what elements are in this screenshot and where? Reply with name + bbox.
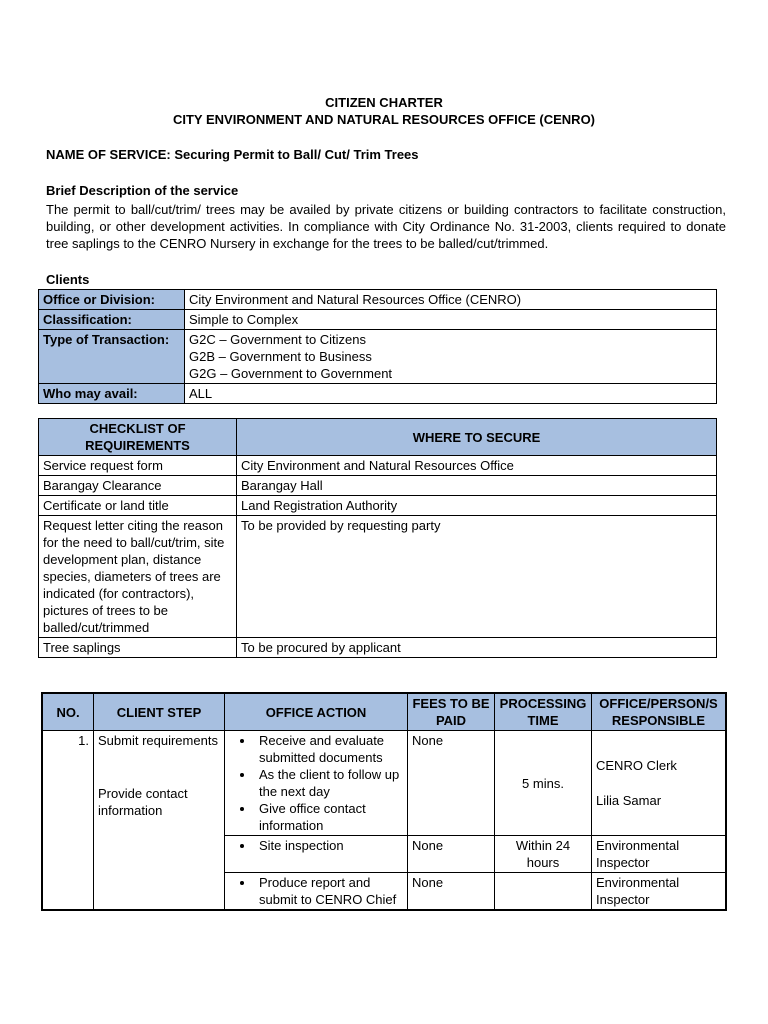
processing-time-header: PROCESSING TIME <box>495 693 592 731</box>
requirement-cell: Tree saplings <box>39 638 237 658</box>
fee-cell: None <box>408 873 495 911</box>
responsible-header: OFFICE/PERSON/S RESPONSIBLE <box>592 693 727 731</box>
step-number: 1. <box>42 731 94 911</box>
table-header-row <box>39 419 717 456</box>
responsible-clerk: CENRO Clerk <box>596 758 677 773</box>
no-header: NO. <box>42 693 94 731</box>
transaction-g2b: G2B – Government to Business <box>189 349 372 364</box>
responsible-cell: Environmental Inspector <box>592 836 727 873</box>
client-step-contact: Provide contact information <box>98 786 188 818</box>
client-step-cell <box>94 731 225 911</box>
fee-cell: None <box>408 731 495 836</box>
service-name: NAME OF SERVICE: Securing Permit to Ball/ Cut/ Trim Trees <box>46 147 419 162</box>
office-action-item: • Receive and evaluate submitted documents <box>255 732 403 766</box>
brief-description-title: Brief Description of the service <box>46 183 239 198</box>
office-action-item: • Produce report and submit to CENRO Chief <box>255 874 403 908</box>
classification-value: Simple to Complex <box>185 310 717 330</box>
checklist-table <box>38 418 717 658</box>
processing-time-cell: Within 24 hours <box>495 836 592 873</box>
table-row <box>42 731 726 836</box>
requirement-cell: Service request form <box>39 456 237 476</box>
office-action-item: • Give office contact information <box>255 800 403 834</box>
charter-title: CITIZEN CHARTER <box>325 95 443 110</box>
fees-header: FEES TO BE PAID <box>408 693 495 731</box>
clients-title: Clients <box>46 272 90 287</box>
responsible-person: Lilia Samar <box>596 793 662 808</box>
transaction-g2g: G2G – Government to Government <box>189 366 393 381</box>
responsible-cell: Environmental Inspector <box>592 873 727 911</box>
requirement-cell: Request letter citing the reason for the need to ball/cut/trim, site development plan, distance species, diameters of trees are indicated (for contractors), pictures of trees to be balled/cut/trimmed <box>39 516 237 638</box>
document-header <box>0 94 768 128</box>
table-row <box>39 330 717 384</box>
responsible-cell <box>592 731 727 836</box>
office-action-item: • As the client to follow up the next day <box>255 766 403 800</box>
table-row <box>39 290 717 310</box>
table-row <box>39 516 717 638</box>
office-title: CITY ENVIRONMENT AND NATURAL RESOURCES OFFICE (CENRO) <box>172 112 596 127</box>
office-division-label: Office or Division: <box>39 290 185 310</box>
who-may-avail-value: ALL <box>185 384 717 404</box>
where-to-secure-header: WHERE TO SECURE <box>237 419 717 456</box>
clients-table <box>38 289 717 404</box>
processing-time-cell <box>495 873 592 911</box>
source-cell: Barangay Hall <box>237 476 717 496</box>
table-row <box>39 456 717 476</box>
requirement-cell: Barangay Clearance <box>39 476 237 496</box>
source-cell: City Environment and Natural Resources Office <box>237 456 717 476</box>
checklist-header: CHECKLIST OF REQUIREMENTS <box>39 419 237 456</box>
transaction-type-label: Type of Transaction: <box>39 330 185 384</box>
classification-label: Classification: <box>39 310 185 330</box>
source-cell: To be procured by applicant <box>237 638 717 658</box>
source-cell: Land Registration Authority <box>237 496 717 516</box>
office-action-header: OFFICE ACTION <box>225 693 408 731</box>
source-cell: To be provided by requesting party <box>237 516 717 638</box>
office-action-cell <box>225 731 408 836</box>
who-may-avail-label: Who may avail: <box>39 384 185 404</box>
table-row <box>39 476 717 496</box>
table-row <box>39 384 717 404</box>
brief-description-text: The permit to ball/cut/trim/ trees may be availed by private citizens or building contractors to facilitate construction, building, or other development activities. In compliance with City Ordinance No. 31-2003, clients required to donate tree saplings to the CENRO Nursery in exchange for the trees to be balled/cut/trimmed. <box>46 202 726 251</box>
office-action-cell <box>225 873 408 911</box>
client-step-header: CLIENT STEP <box>94 693 225 731</box>
processing-time-cell: 5 mins. <box>495 731 592 836</box>
transaction-g2c: G2C – Government to Citizens <box>189 332 367 347</box>
requirement-cell: Certificate or land title <box>39 496 237 516</box>
table-row <box>39 310 717 330</box>
table-row <box>39 638 717 658</box>
table-row <box>39 496 717 516</box>
client-step-submit: Submit requirements <box>98 733 218 748</box>
transaction-type-values <box>185 330 717 384</box>
table-header-row <box>42 693 726 731</box>
fee-cell: None <box>408 836 495 873</box>
office-division-value: City Environment and Natural Resources Office (CENRO) <box>185 290 717 310</box>
office-action-cell <box>225 836 408 873</box>
process-steps-table <box>41 692 727 911</box>
office-action-item: • Site inspection <box>255 837 403 854</box>
